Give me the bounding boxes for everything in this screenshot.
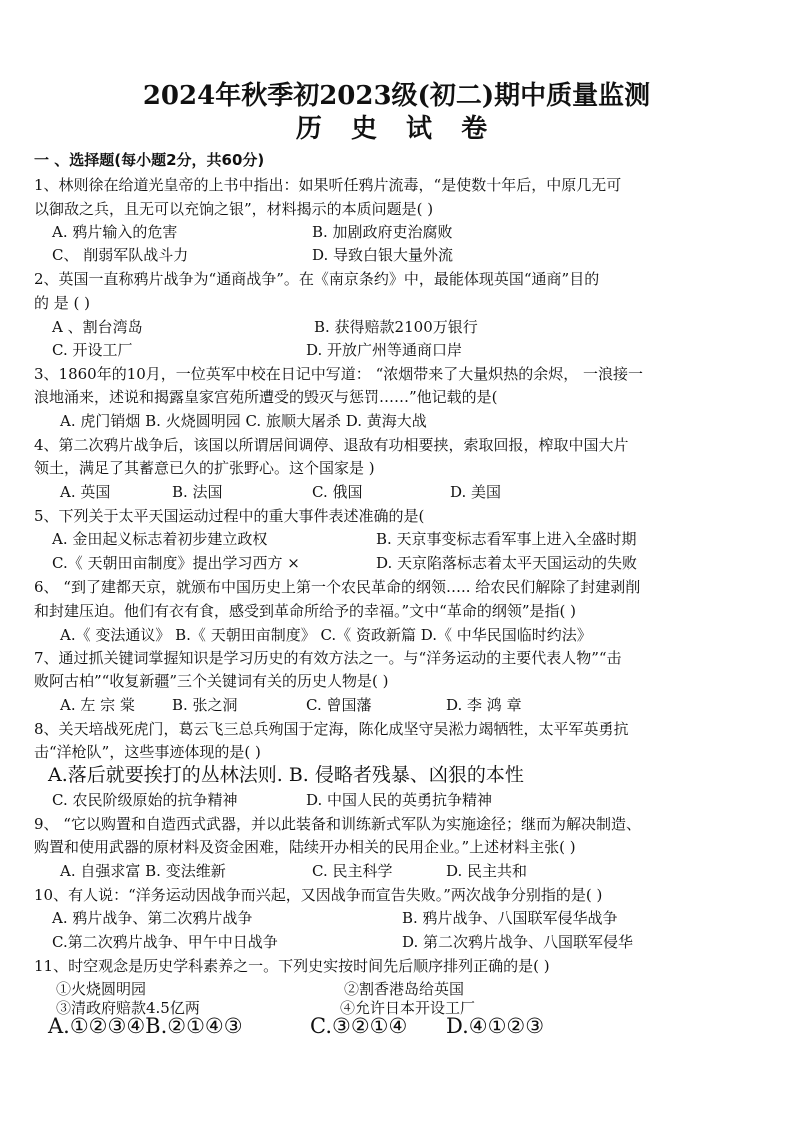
question-7-option-b: B. 张之洞 — [172, 696, 238, 714]
question-3-stem-line-1: 3、1860年的10月，一位英军中校在日记中写道： “浓烟带来了大量炽热的余烬， 一浪接一 — [34, 365, 644, 383]
question-11-option-d: D.④①②③ — [446, 1014, 545, 1038]
question-3-options: A. 虎门销烟 B. 火烧圆明园 C. 旅顺大屠杀 D. 黄海大战 — [60, 412, 427, 430]
question-6-stem-line-2: 和封建压迫。他们有衣有食，感受到革命所给予的幸福。”文中“革命的纲领”是指( ) — [34, 602, 576, 620]
question-11-item-4: ④允许日本开设工厂 — [340, 999, 476, 1017]
question-1-option-c: C、 削弱军队战斗力 — [52, 246, 189, 264]
question-7-stem-line-1: 7、通过抓关键词掌握知识是学习历史的有效方法之一。与“洋务运动的主要代表人物”“击 — [34, 649, 622, 667]
question-2-option-a: A 、割台湾岛 — [52, 318, 143, 336]
question-8-stem-line-2: 击“洋枪队”，这些事迹体现的是( ) — [34, 743, 261, 761]
question-7-stem-line-2: 败阿古柏”“收复新疆”三个关键词有关的历史人物是( ) — [34, 672, 389, 690]
question-4-option-d: D. 美国 — [450, 483, 502, 501]
question-9-stem-line-1: 9、 “它以购置和自造西式武器，并以此装备和训练新式军队为实施途径；继而为解决制造、 — [34, 815, 641, 833]
question-10-option-d: D. 第二次鸦片战争、八国联军侵华 — [402, 933, 634, 951]
question-9-stem-line-2: 购置和使用武器的原材料及资金困难，陆续开办相关的民用企业。”上述材料主张( ) — [34, 838, 576, 856]
question-4-option-c: C. 俄国 — [312, 483, 363, 501]
question-11-option-c: C.③②①④ — [310, 1014, 408, 1038]
question-1-option-b: B. 加剧政府吏治腐败 — [312, 223, 453, 241]
question-2-option-b: B. 获得赔款2100万银行 — [314, 318, 478, 336]
question-11-stem-line-1: 11、时空观念是历史学科素养之一。下列史实按时间先后顺序排列正确的是( ) — [34, 957, 550, 975]
question-10-option-c: C.第二次鸦片战争、甲午中日战争 — [52, 933, 278, 951]
question-2-option-d: D. 开放广州等通商口岸 — [306, 341, 463, 359]
question-5-option-a: A. 金田起义标志着初步建立政权 — [52, 530, 268, 548]
question-8-options-ab: A.落后就要挨打的丛林法则. B. 侵略者残暴、凶狠的本性 — [48, 764, 524, 786]
question-11-option-ab: A.①②③④B.②①④③ — [48, 1014, 243, 1038]
question-1-stem-line-2: 以御敌之兵，且无可以充饷之银”，材料揭示的本质问题是( ) — [34, 200, 434, 218]
question-9-option-c: C. 民主科学 — [312, 862, 393, 880]
question-6-stem-line-1: 6、 “到了建都天京，就颁布中国历史上第一个农民革命的纲领….. 给农民们解除了封建剥削 — [34, 578, 641, 596]
question-3-stem-line-2: 浪地涌来，述说和揭露皇家宫苑所遭受的毁灭与惩罚……”他记载的是( — [34, 388, 498, 406]
question-7-option-c: C. 曾国藩 — [306, 696, 372, 714]
question-1-stem-line-1: 1、林则徐在给道光皇帝的上书中指出：如果听任鸦片流毒，“是使数十年后，中原几无可 — [34, 176, 622, 194]
question-2-stem-line-1: 2、英国一直称鸦片战争为“通商战争”。在《南京条约》中，最能体现英国“通商”目的 — [34, 270, 600, 288]
question-8-stem-line-1: 8、关天培战死虎门，葛云飞三总兵殉国于定海，陈化成坚守吴淞力竭牺牲，太平军英勇抗 — [34, 720, 629, 738]
question-10-stem-line-1: 10、有人说：“洋务运动因战争而兴起，又因战争而宣告失败。”两次战争分别指的是( ) — [34, 886, 603, 904]
question-1-option-a: A. 鸦片输入的危害 — [52, 223, 178, 241]
question-4-stem-line-2: 领土，满足了其蓄意已久的扩张野心。这个国家是 ) — [34, 459, 375, 477]
question-11-item-3: ③清政府赔款4.5亿两 — [56, 999, 200, 1017]
question-4-stem-line-1: 4、第二次鸦片战争后，该国以所谓居间调停、退敌有功相要挟，索取回报，榨取中国大片 — [34, 436, 629, 454]
question-4-option-a: A. 英国 — [60, 483, 111, 501]
question-11-item-2: ②割香港岛给英国 — [344, 980, 465, 998]
question-8-option-d: D. 中国人民的英勇抗争精神 — [306, 791, 493, 809]
exam-subtitle: 历 史 试 卷 — [295, 114, 498, 144]
question-7-option-d: D. 李 鸿 章 — [446, 696, 522, 714]
question-5-option-c: C.《 天朝田亩制度》提出学习西方 × — [52, 554, 300, 572]
question-10-option-b: B. 鸦片战争、八国联军侵华战争 — [402, 909, 618, 927]
question-11-item-1: ①火烧圆明园 — [56, 980, 147, 998]
question-2-option-c: C. 开设工厂 — [52, 341, 133, 359]
question-9-option-d: D. 民主共和 — [446, 862, 528, 880]
question-10-option-a: A. 鸦片战争、第二次鸦片战争 — [52, 909, 253, 927]
question-7-option-a: A. 左 宗 棠 — [60, 696, 135, 714]
question-6-options: A.《 变法通议》 B.《 天朝田亩制度》 C.《 资政新篇 D.《 中华民国临时约法》 — [60, 626, 592, 644]
question-8-option-c: C. 农民阶级原始的抗争精神 — [52, 791, 238, 809]
exam-title: 2024年秋季初2023级(初二)期中质量监测 — [142, 81, 651, 111]
question-4-option-b: B. 法国 — [172, 483, 223, 501]
question-1-option-d: D. 导致白银大量外流 — [312, 246, 454, 264]
question-2-stem-line-2: 的 是 ( ) — [34, 294, 91, 312]
section-heading: 一 、选择题(每小题2分，共60分) — [34, 151, 265, 169]
question-5-option-d: D. 天京陷落标志着太平天国运动的失败 — [376, 554, 638, 572]
question-9-option-ab: A. 自强求富 B. 变法维新 — [60, 862, 226, 880]
question-5-option-b: B. 天京事变标志看军事上进入全盛时期 — [376, 530, 637, 548]
question-5-stem-line-1: 5、下列关于太平天国运动过程中的重大事件表述准确的是( — [34, 507, 425, 525]
